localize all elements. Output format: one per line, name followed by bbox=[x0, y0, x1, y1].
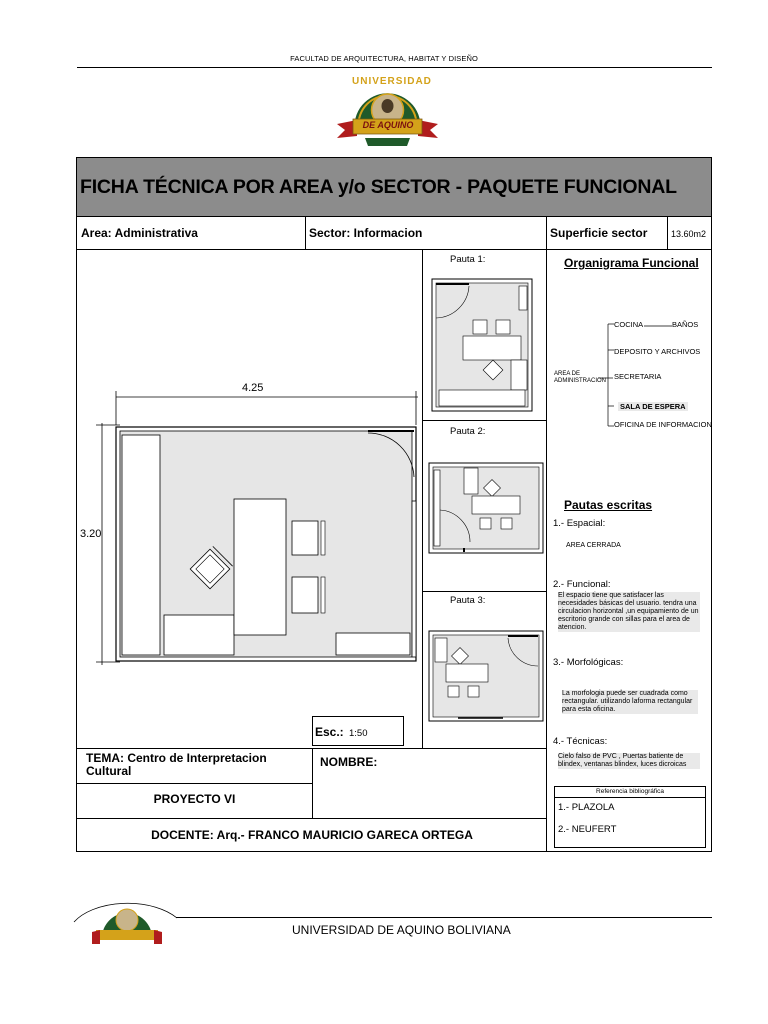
tema-nombre-divider bbox=[312, 748, 313, 818]
organigrama-title: Organigrama Funcional bbox=[564, 256, 699, 270]
sector-label: Sector: Informacion bbox=[309, 226, 423, 240]
funcional-text: El espacio tiene que satisfacer las necesidades básicas del usuario. tendra una circulacion horizontal ,un equipamiento de un escritorio grande con sillas para el area de atencion. bbox=[558, 592, 699, 631]
logo-arc-text: UNIVERSIDAD bbox=[352, 76, 432, 87]
logo-banner-text: DE AQUINO bbox=[362, 120, 414, 130]
referencia-item-1: 1.- PLAZOLA bbox=[558, 802, 615, 813]
proyecto-label: PROYECTO VI bbox=[153, 792, 236, 806]
pauta-divider-2 bbox=[422, 591, 546, 592]
right-column-divider bbox=[546, 217, 547, 851]
info-divider-1 bbox=[305, 217, 306, 249]
pauta-3-label: Pauta 3: bbox=[450, 595, 486, 606]
dimension-width: 4.25 bbox=[242, 382, 264, 394]
tema-label: TEMA: Centro de Interpretacion Cultural bbox=[86, 751, 267, 778]
pautas-column-divider bbox=[422, 250, 423, 748]
espacial-label: 1.- Espacial: bbox=[553, 518, 606, 529]
info-row-bottom bbox=[77, 249, 711, 250]
pauta-divider-1 bbox=[422, 420, 546, 421]
organigrama-root: AREA DE ADMINISTRACION bbox=[554, 371, 607, 384]
pauta-1-label: Pauta 1: bbox=[450, 254, 486, 265]
tema-bottom bbox=[77, 783, 312, 784]
referencia-title: Referencia bibliográfica bbox=[596, 788, 664, 795]
faculty-header: FACULTAD DE ARQUITECTURA, HABITAT Y DISEÑO bbox=[290, 54, 478, 63]
org-item-deposito: DEPOSITO Y ARCHIVOS bbox=[614, 347, 701, 356]
sheet-title: FICHA TÉCNICA POR AREA y/o SECTOR - PAQUETE FUNCIONAL bbox=[80, 175, 677, 198]
docente-label: DOCENTE: Arq.- FRANCO MAURICIO GARECA ORTEGA bbox=[151, 828, 473, 842]
header-divider bbox=[77, 67, 712, 68]
nombre-label: NOMBRE: bbox=[320, 755, 378, 769]
morfologicas-label: 3.- Morfológicas: bbox=[553, 657, 624, 668]
org-item-secretaria: SECRETARIA bbox=[614, 372, 662, 381]
pauta-2-label: Pauta 2: bbox=[450, 426, 486, 437]
area-label: Area: Administrativa bbox=[81, 226, 198, 240]
espacial-text: AREA CERRADA bbox=[566, 542, 621, 549]
info-divider-3 bbox=[667, 217, 668, 249]
title-bar bbox=[77, 158, 711, 217]
footer-logo-arc bbox=[72, 882, 182, 952]
footer-university: UNIVERSIDAD DE AQUINO BOLIVIANA bbox=[292, 923, 511, 937]
funcional-label: 2.- Funcional: bbox=[553, 579, 611, 590]
scale-box bbox=[312, 716, 404, 746]
superficie-value: 13.60m2 bbox=[671, 229, 707, 239]
dimension-height: 3.20 bbox=[80, 528, 102, 540]
org-item-cocina: COCINA bbox=[614, 320, 644, 329]
footer-divider bbox=[176, 917, 712, 918]
scale-label: Esc.: bbox=[315, 725, 344, 739]
morfologicas-text: La morfologia puede ser cuadrada como rectangular. utilizando laforma rectangular para esta oficina. bbox=[562, 690, 698, 714]
org-item-sala-espera: SALA DE ESPERA bbox=[620, 402, 686, 411]
superficie-label: Superficie sector bbox=[550, 226, 648, 240]
org-item-banos: BAÑOS bbox=[672, 320, 699, 329]
org-item-oficina: OFICINA DE INFORMACION bbox=[614, 420, 712, 429]
pauta-1-plan bbox=[431, 278, 533, 412]
pauta-2-plan bbox=[428, 462, 544, 554]
referencia-item-2: 2.- NEUFERT bbox=[558, 824, 617, 835]
tecnicas-text: Cielo falso de PVC , Puertas batiente de blindex, ventanas blindex, luces dicroicas bbox=[558, 753, 700, 769]
referencia-box bbox=[554, 786, 706, 848]
scale-value: 1:50 bbox=[349, 728, 368, 739]
pautas-escritas-title: Pautas escritas bbox=[564, 498, 653, 512]
referencia-title-line bbox=[555, 797, 705, 798]
main-floor-plan bbox=[78, 375, 422, 673]
proyecto-bottom bbox=[77, 818, 547, 819]
pauta-3-plan bbox=[428, 630, 544, 722]
tecnicas-label: 4.- Técnicas: bbox=[553, 736, 608, 747]
